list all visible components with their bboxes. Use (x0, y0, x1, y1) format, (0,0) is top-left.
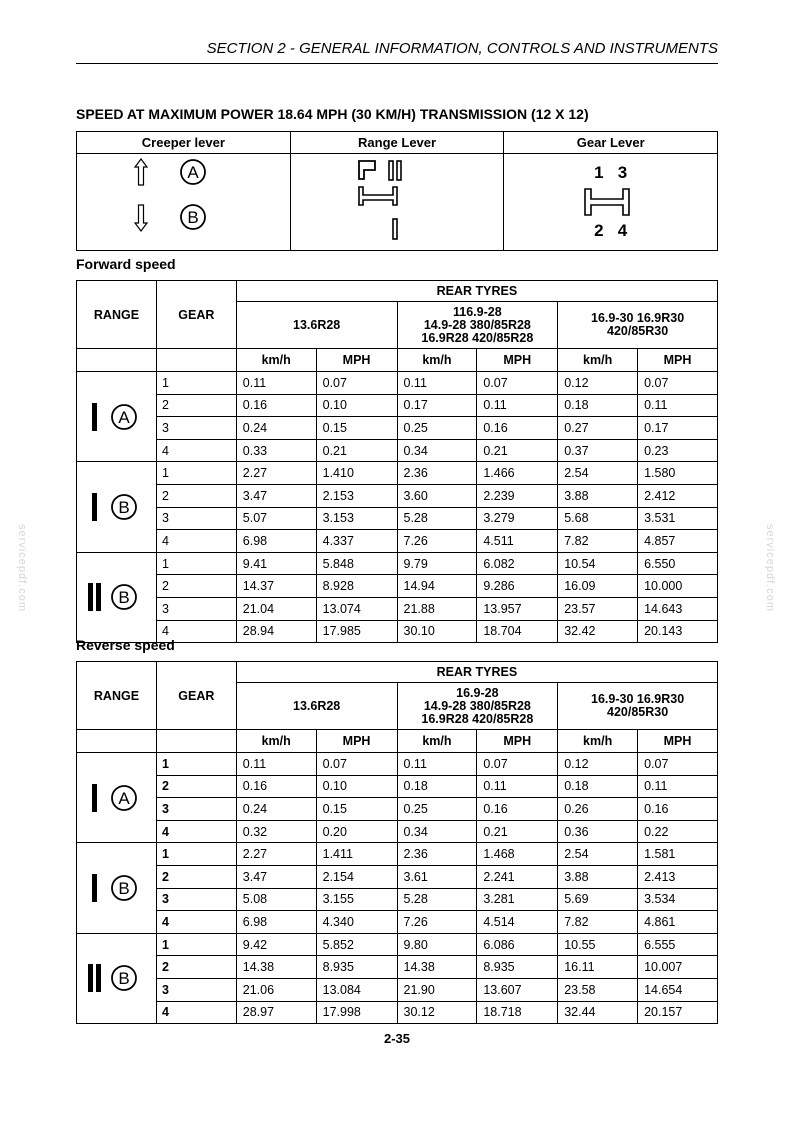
gear-cell: 3 (156, 888, 236, 911)
speed-cell: 0.07 (316, 372, 397, 395)
speed-cell: 10.54 (558, 552, 638, 575)
speed-cell: 21.04 (236, 597, 316, 620)
gear-blank (156, 730, 236, 753)
speed-cell: 1.411 (316, 843, 397, 866)
speed-cell: 20.157 (638, 1001, 718, 1024)
lever-diagram-table (76, 131, 718, 251)
speed-cell: 0.17 (638, 417, 718, 440)
speed-cell: 20.143 (638, 620, 718, 643)
speed-cell: 6.98 (236, 530, 316, 553)
speed-cell: 13.957 (477, 597, 558, 620)
gear-lever-header: Gear Lever (504, 132, 718, 154)
gear-cell: 1 (156, 462, 236, 485)
speed-cell: 1.410 (316, 462, 397, 485)
speed-cell: 30.12 (397, 1001, 477, 1024)
speed-cell: 0.25 (397, 798, 477, 821)
speed-cell: 28.97 (236, 1001, 316, 1024)
range-cell (77, 372, 157, 462)
speed-cell: 4.337 (316, 530, 397, 553)
speed-cell: 0.11 (397, 372, 477, 395)
table-row (77, 575, 718, 598)
speed-cell: 3.47 (236, 484, 316, 507)
speed-cell: 2.153 (316, 484, 397, 507)
speed-cell: 3.47 (236, 865, 316, 888)
speed-cell: 0.23 (638, 439, 718, 462)
range-cell (77, 552, 157, 642)
speed-cell: 10.000 (638, 575, 718, 598)
gear-cell: 2 (156, 956, 236, 979)
speed-cell: 2.54 (558, 462, 638, 485)
speed-cell: 28.94 (236, 620, 316, 643)
tyre-size-header (558, 302, 718, 349)
range-cell (77, 753, 157, 843)
gear-cell: 4 (156, 1001, 236, 1024)
speed-cell: 0.32 (236, 820, 316, 843)
reverse-speed-title: Reverse speed (76, 637, 175, 653)
speed-cell: 0.10 (316, 775, 397, 798)
range-i-a-icon (84, 395, 148, 439)
speed-cell: 16.11 (558, 956, 638, 979)
speed-cell: 9.41 (236, 552, 316, 575)
gear-cell: 1 (156, 552, 236, 575)
speed-cell: 0.11 (397, 753, 477, 776)
range-i-b-icon (84, 485, 148, 529)
speed-cell: 30.10 (397, 620, 477, 643)
tyre-size-line: 16.9-28 (456, 685, 499, 700)
speed-cell: 18.718 (477, 1001, 558, 1024)
table-row (77, 462, 718, 485)
tyre-size-line: 116.9-28 (453, 304, 502, 319)
gear-blank (156, 349, 236, 372)
range-letter: B (118, 498, 131, 518)
speed-cell: 7.82 (558, 911, 638, 934)
speed-cell: 9.80 (397, 933, 477, 956)
speed-cell: 3.60 (397, 484, 477, 507)
speed-cell: 0.33 (236, 439, 316, 462)
table-row (77, 484, 718, 507)
gear-cell: 4 (156, 439, 236, 462)
speed-cell: 0.18 (397, 775, 477, 798)
speed-cell: 2.27 (236, 462, 316, 485)
unit-mph-header: MPH (316, 730, 397, 753)
speed-cell: 10.55 (558, 933, 638, 956)
gear-column-header: GEAR (156, 281, 236, 349)
speed-cell: 3.88 (558, 865, 638, 888)
gear-cell: 1 (156, 843, 236, 866)
speed-cell: 2.54 (558, 843, 638, 866)
speed-cell: 8.928 (316, 575, 397, 598)
speed-cell: 32.44 (558, 1001, 638, 1024)
tyre-size-line: 16.9R28 420/85R28 (421, 330, 534, 345)
unit-kmh-header: km/h (558, 349, 638, 372)
speed-cell: 6.082 (477, 552, 558, 575)
speed-cell: 0.25 (397, 417, 477, 440)
speed-cell: 21.88 (397, 597, 477, 620)
speed-cell: 1.468 (477, 843, 558, 866)
table-row (77, 552, 718, 575)
range-gate-icon (337, 157, 457, 247)
creeper-lever-diagram (77, 154, 291, 251)
speed-cell: 5.28 (397, 888, 477, 911)
speed-cell: 0.11 (477, 775, 558, 798)
speed-cell: 0.15 (316, 417, 397, 440)
range-ii-b-icon (84, 956, 148, 1000)
speed-cell: 0.18 (558, 775, 638, 798)
speed-cell: 3.531 (638, 507, 718, 530)
range-letter: B (118, 879, 131, 899)
tyre-size-header (397, 683, 558, 730)
speed-cell: 17.985 (316, 620, 397, 643)
speed-cell: 0.21 (477, 439, 558, 462)
gear-cell: 1 (156, 933, 236, 956)
forward-speed-title: Forward speed (76, 256, 176, 272)
speed-cell: 0.20 (316, 820, 397, 843)
gear-cell: 3 (156, 978, 236, 1001)
tyre-size-line: 16.9-30 16.9R30 (591, 311, 685, 325)
speed-cell: 0.10 (316, 394, 397, 417)
speed-cell: 4.857 (638, 530, 718, 553)
speed-cell: 0.18 (558, 394, 638, 417)
gear-cell: 3 (156, 798, 236, 821)
speed-cell: 6.98 (236, 911, 316, 934)
speed-cell: 6.550 (638, 552, 718, 575)
speed-cell: 14.37 (236, 575, 316, 598)
range-column-header: RANGE (77, 281, 157, 349)
speed-cell: 3.153 (316, 507, 397, 530)
speed-cell: 14.643 (638, 597, 718, 620)
speed-cell: 0.36 (558, 820, 638, 843)
speed-cell: 14.94 (397, 575, 477, 598)
speed-cell: 2.36 (397, 462, 477, 485)
speed-cell: 0.16 (477, 798, 558, 821)
unit-kmh-header: km/h (397, 730, 477, 753)
gear-cell: 2 (156, 394, 236, 417)
table-row (77, 843, 718, 866)
page-heading: SPEED AT MAXIMUM POWER 18.64 MPH (30 KM/H) TRANSMISSION (12 X 12) (76, 106, 589, 122)
circle-a-icon (181, 160, 205, 184)
speed-cell: 0.07 (638, 372, 718, 395)
gear-cell: 2 (156, 775, 236, 798)
range-letter: B (118, 969, 131, 989)
speed-cell: 0.11 (236, 372, 316, 395)
watermark-left: servicepdf.com (16, 524, 28, 612)
range-i-a-icon (84, 776, 148, 820)
table-row (77, 798, 718, 821)
table-row (77, 753, 718, 776)
gear-cell: 4 (156, 620, 236, 643)
gear-cell: 3 (156, 597, 236, 620)
gear-cell: 1 (156, 753, 236, 776)
gear-cell: 4 (156, 820, 236, 843)
gear-top-label: 1 3 (594, 163, 628, 182)
speed-cell: 13.607 (477, 978, 558, 1001)
range-letter: A (118, 788, 131, 808)
table-row (77, 888, 718, 911)
speed-cell: 2.36 (397, 843, 477, 866)
range-column-header: RANGE (77, 662, 157, 730)
speed-cell: 14.654 (638, 978, 718, 1001)
speed-cell: 13.084 (316, 978, 397, 1001)
speed-cell: 5.08 (236, 888, 316, 911)
speed-cell: 8.935 (477, 956, 558, 979)
speed-cell: 9.42 (236, 933, 316, 956)
speed-cell: 21.06 (236, 978, 316, 1001)
speed-cell: 1.580 (638, 462, 718, 485)
speed-cell: 3.155 (316, 888, 397, 911)
speed-cell: 4.511 (477, 530, 558, 553)
table-row (77, 911, 718, 934)
speed-cell: 0.11 (638, 775, 718, 798)
speed-cell: 7.82 (558, 530, 638, 553)
speed-cell: 13.074 (316, 597, 397, 620)
unit-kmh-header: km/h (236, 349, 316, 372)
table-row (77, 775, 718, 798)
rear-tyres-header: REAR TYRES (236, 662, 717, 683)
speed-cell: 3.534 (638, 888, 718, 911)
gear-bottom-label: 2 4 (594, 221, 628, 240)
gear-cell: 4 (156, 911, 236, 934)
speed-cell: 0.15 (316, 798, 397, 821)
speed-cell: 18.704 (477, 620, 558, 643)
speed-cell: 0.11 (477, 394, 558, 417)
table-row (77, 372, 718, 395)
section-header: SECTION 2 - GENERAL INFORMATION, CONTROLS AND INSTRUMENTS (76, 40, 718, 64)
speed-cell: 0.16 (236, 775, 316, 798)
unit-kmh-header: km/h (236, 730, 316, 753)
speed-cell: 23.57 (558, 597, 638, 620)
speed-cell: 4.340 (316, 911, 397, 934)
speed-cell: 0.16 (638, 798, 718, 821)
unit-mph-header: MPH (477, 349, 558, 372)
unit-mph-header: MPH (638, 730, 718, 753)
tyre-size-line: 14.9-28 380/85R28 (423, 317, 531, 332)
speed-cell: 0.34 (397, 820, 477, 843)
gear-cell: 2 (156, 865, 236, 888)
speed-cell: 0.12 (558, 372, 638, 395)
speed-cell: 2.412 (638, 484, 718, 507)
speed-cell: 5.852 (316, 933, 397, 956)
range-letter: A (118, 407, 131, 427)
unit-kmh-header: km/h (397, 349, 477, 372)
speed-cell: 0.37 (558, 439, 638, 462)
speed-cell: 0.16 (236, 394, 316, 417)
range-blank (77, 730, 157, 753)
speed-cell: 0.07 (316, 753, 397, 776)
gear-cell: 2 (156, 575, 236, 598)
range-cell (77, 933, 157, 1023)
speed-cell: 16.09 (558, 575, 638, 598)
speed-cell: 17.998 (316, 1001, 397, 1024)
table-row (77, 394, 718, 417)
speed-cell: 5.848 (316, 552, 397, 575)
gear-cell: 3 (156, 417, 236, 440)
speed-cell: 10.007 (638, 956, 718, 979)
speed-cell: 8.935 (316, 956, 397, 979)
speed-cell: 7.26 (397, 530, 477, 553)
table-row (77, 417, 718, 440)
speed-cell: 21.90 (397, 978, 477, 1001)
speed-cell: 7.26 (397, 911, 477, 934)
speed-cell: 0.21 (477, 820, 558, 843)
speed-cell: 2.241 (477, 865, 558, 888)
table-row (77, 439, 718, 462)
speed-cell: 3.61 (397, 865, 477, 888)
speed-cell: 3.279 (477, 507, 558, 530)
speed-cell: 5.07 (236, 507, 316, 530)
watermark-right: servicepdf.com (764, 524, 776, 612)
range-lever-diagram (290, 154, 504, 251)
rear-tyres-header: REAR TYRES (236, 281, 717, 302)
table-row (77, 933, 718, 956)
table-row (77, 1001, 718, 1024)
table-row (77, 865, 718, 888)
gear-cell: 1 (156, 372, 236, 395)
h-gate-icon (581, 187, 641, 217)
speed-cell: 14.38 (397, 956, 477, 979)
tyre-size-line: 420/85R30 (607, 705, 669, 719)
table-row (77, 956, 718, 979)
unit-mph-header: MPH (477, 730, 558, 753)
unit-mph-header: MPH (638, 349, 718, 372)
speed-cell: 9.79 (397, 552, 477, 575)
table-row (77, 530, 718, 553)
speed-cell: 0.21 (316, 439, 397, 462)
speed-cell: 5.68 (558, 507, 638, 530)
speed-cell: 4.861 (638, 911, 718, 934)
forward-speed-table (76, 280, 718, 643)
table-row (77, 597, 718, 620)
speed-cell: 5.28 (397, 507, 477, 530)
speed-cell: 6.555 (638, 933, 718, 956)
gear-column-header: GEAR (156, 662, 236, 730)
table-row (77, 978, 718, 1001)
tyre-size-line: 16.9-30 16.9R30 (591, 692, 685, 706)
speed-cell: 6.086 (477, 933, 558, 956)
page-number: 2-35 (383, 1031, 411, 1046)
speed-cell: 0.11 (638, 394, 718, 417)
speed-cell: 14.38 (236, 956, 316, 979)
speed-cell: 0.11 (236, 753, 316, 776)
tyre-size-header (558, 683, 718, 730)
speed-cell: 5.69 (558, 888, 638, 911)
creeper-b-label: B (187, 208, 200, 227)
range-cell (77, 843, 157, 933)
unit-kmh-header: km/h (558, 730, 638, 753)
gear-lever-diagram (504, 154, 718, 251)
speed-cell: 1.466 (477, 462, 558, 485)
speed-cell: 3.88 (558, 484, 638, 507)
gear-cell: 4 (156, 530, 236, 553)
gear-cell: 2 (156, 484, 236, 507)
speed-cell: 0.07 (638, 753, 718, 776)
speed-cell: 0.24 (236, 417, 316, 440)
creeper-lever-header: Creeper lever (77, 132, 291, 154)
range-i-b-icon (84, 866, 148, 910)
arrow-up-icon (135, 159, 147, 185)
speed-cell: 0.26 (558, 798, 638, 821)
unit-mph-header: MPH (316, 349, 397, 372)
range-blank (77, 349, 157, 372)
range-cell (77, 462, 157, 552)
creeper-a-label: A (187, 163, 200, 182)
speed-cell: 32.42 (558, 620, 638, 643)
speed-cell: 2.413 (638, 865, 718, 888)
table-row (77, 507, 718, 530)
range-ii-b-icon (84, 575, 148, 619)
speed-cell: 2.154 (316, 865, 397, 888)
circle-b-icon (181, 205, 205, 229)
speed-cell: 0.12 (558, 753, 638, 776)
tyre-size-header (397, 302, 558, 349)
speed-cell: 1.581 (638, 843, 718, 866)
gear-cell: 3 (156, 507, 236, 530)
speed-cell: 0.17 (397, 394, 477, 417)
speed-cell: 0.27 (558, 417, 638, 440)
arrow-down-icon (135, 205, 147, 231)
speed-cell: 4.514 (477, 911, 558, 934)
speed-cell: 3.281 (477, 888, 558, 911)
speed-cell: 0.24 (236, 798, 316, 821)
speed-cell: 9.286 (477, 575, 558, 598)
tyre-size-line: 16.9R28 420/85R28 (421, 711, 534, 726)
speed-cell: 23.58 (558, 978, 638, 1001)
table-row (77, 820, 718, 843)
speed-cell: 2.27 (236, 843, 316, 866)
speed-cell: 0.22 (638, 820, 718, 843)
speed-cell: 0.34 (397, 439, 477, 462)
tyre-size-header: 13.6R28 (236, 683, 397, 730)
reverse-speed-table (76, 661, 718, 1024)
tyre-size-line: 14.9-28 380/85R28 (423, 698, 531, 713)
range-letter: B (118, 588, 131, 608)
speed-cell: 0.07 (477, 372, 558, 395)
tyre-size-header: 13.6R28 (236, 302, 397, 349)
speed-cell: 2.239 (477, 484, 558, 507)
tyre-size-line: 420/85R30 (607, 324, 669, 338)
speed-cell: 0.16 (477, 417, 558, 440)
speed-cell: 0.07 (477, 753, 558, 776)
range-lever-header: Range Lever (290, 132, 504, 154)
